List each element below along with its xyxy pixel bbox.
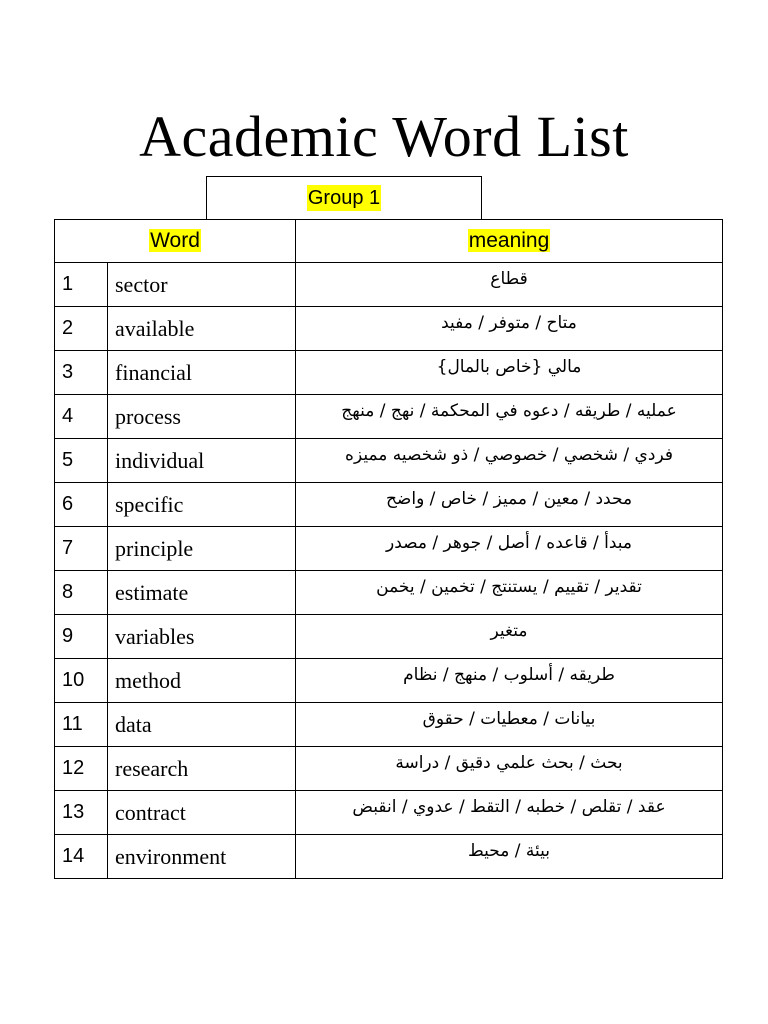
row-number: 8 <box>55 571 108 615</box>
english-word: process <box>108 395 296 439</box>
table-row <box>55 747 723 791</box>
arabic-meaning: طريقه / أسلوب / منهج / نظام <box>403 664 615 685</box>
arabic-meaning: عقد / تقلص / خطبه / التقط / عدوي / انقبض <box>352 796 666 817</box>
arabic-meaning-cell <box>296 307 723 351</box>
english-word: data <box>108 703 296 747</box>
arabic-meaning-cell <box>296 351 723 395</box>
word-table-body <box>55 220 723 879</box>
word-table <box>54 219 723 879</box>
table-row <box>55 351 723 395</box>
group-label: Group 1 <box>307 187 381 209</box>
row-number: 13 <box>55 791 108 835</box>
arabic-meaning: قطاع <box>490 268 528 289</box>
table-row <box>55 791 723 835</box>
row-number: 10 <box>55 659 108 703</box>
arabic-meaning: عمليه / طريقه / دعوه في المحكمة / نهج / منهج <box>341 400 677 421</box>
meaning-header-label: meaning <box>468 229 550 252</box>
arabic-meaning: مبدأ / قاعده / أصل / جوهر / مصدر <box>386 532 632 553</box>
english-word: sector <box>108 263 296 307</box>
english-word: specific <box>108 483 296 527</box>
arabic-meaning: بحث / بحث علمي دقيق / دراسة <box>395 752 623 773</box>
row-number: 9 <box>55 615 108 659</box>
row-number: 14 <box>55 835 108 879</box>
arabic-meaning-cell <box>296 747 723 791</box>
arabic-meaning-cell <box>296 791 723 835</box>
english-word: research <box>108 747 296 791</box>
arabic-meaning: محدد / معين / مميز / خاص / واضح <box>385 488 633 509</box>
row-number: 2 <box>55 307 108 351</box>
arabic-meaning-cell <box>296 483 723 527</box>
row-number: 1 <box>55 263 108 307</box>
english-word: financial <box>108 351 296 395</box>
table-row <box>55 395 723 439</box>
row-number: 6 <box>55 483 108 527</box>
table-row <box>55 527 723 571</box>
arabic-meaning: فردي / شخصي / خصوصي / ذو شخصيه مميزه <box>345 444 673 465</box>
table-row <box>55 659 723 703</box>
word-column-header <box>55 220 296 263</box>
arabic-meaning-cell <box>296 263 723 307</box>
arabic-meaning-cell <box>296 835 723 879</box>
english-word: estimate <box>108 571 296 615</box>
arabic-meaning-cell <box>296 659 723 703</box>
table-header-row <box>55 220 723 263</box>
table-row <box>55 703 723 747</box>
table-row <box>55 307 723 351</box>
row-number: 12 <box>55 747 108 791</box>
arabic-meaning-cell <box>296 571 723 615</box>
arabic-meaning-cell <box>296 527 723 571</box>
arabic-meaning: بيئة / محيط <box>468 840 550 861</box>
arabic-meaning-cell <box>296 439 723 483</box>
table-row <box>55 263 723 307</box>
table-row <box>55 615 723 659</box>
english-word: method <box>108 659 296 703</box>
word-header-label: Word <box>150 229 200 252</box>
row-number: 3 <box>55 351 108 395</box>
table-row <box>55 571 723 615</box>
row-number: 7 <box>55 527 108 571</box>
english-word: environment <box>108 835 296 879</box>
english-word: available <box>108 307 296 351</box>
arabic-meaning: مالي {خاص بالمال} <box>436 356 582 377</box>
arabic-meaning-cell <box>296 703 723 747</box>
english-word: contract <box>108 791 296 835</box>
row-number: 5 <box>55 439 108 483</box>
arabic-meaning: متاح / متوفر / مفيد <box>441 312 577 333</box>
arabic-meaning: تقدير / تقييم / يستنتج / تخمين / يخمن <box>376 576 642 597</box>
english-word: principle <box>108 527 296 571</box>
arabic-meaning-cell <box>296 395 723 439</box>
meaning-column-header <box>296 220 723 263</box>
table-row <box>55 483 723 527</box>
english-word: variables <box>108 615 296 659</box>
arabic-meaning: بيانات / معطيات / حقوق <box>422 708 596 729</box>
english-word: individual <box>108 439 296 483</box>
arabic-meaning: متغير <box>490 620 528 641</box>
group-label-box <box>206 176 482 219</box>
table-row <box>55 439 723 483</box>
row-number: 11 <box>55 703 108 747</box>
row-number: 4 <box>55 395 108 439</box>
arabic-meaning-cell <box>296 615 723 659</box>
page-title: Academic Word List <box>139 104 629 169</box>
table-row <box>55 835 723 879</box>
